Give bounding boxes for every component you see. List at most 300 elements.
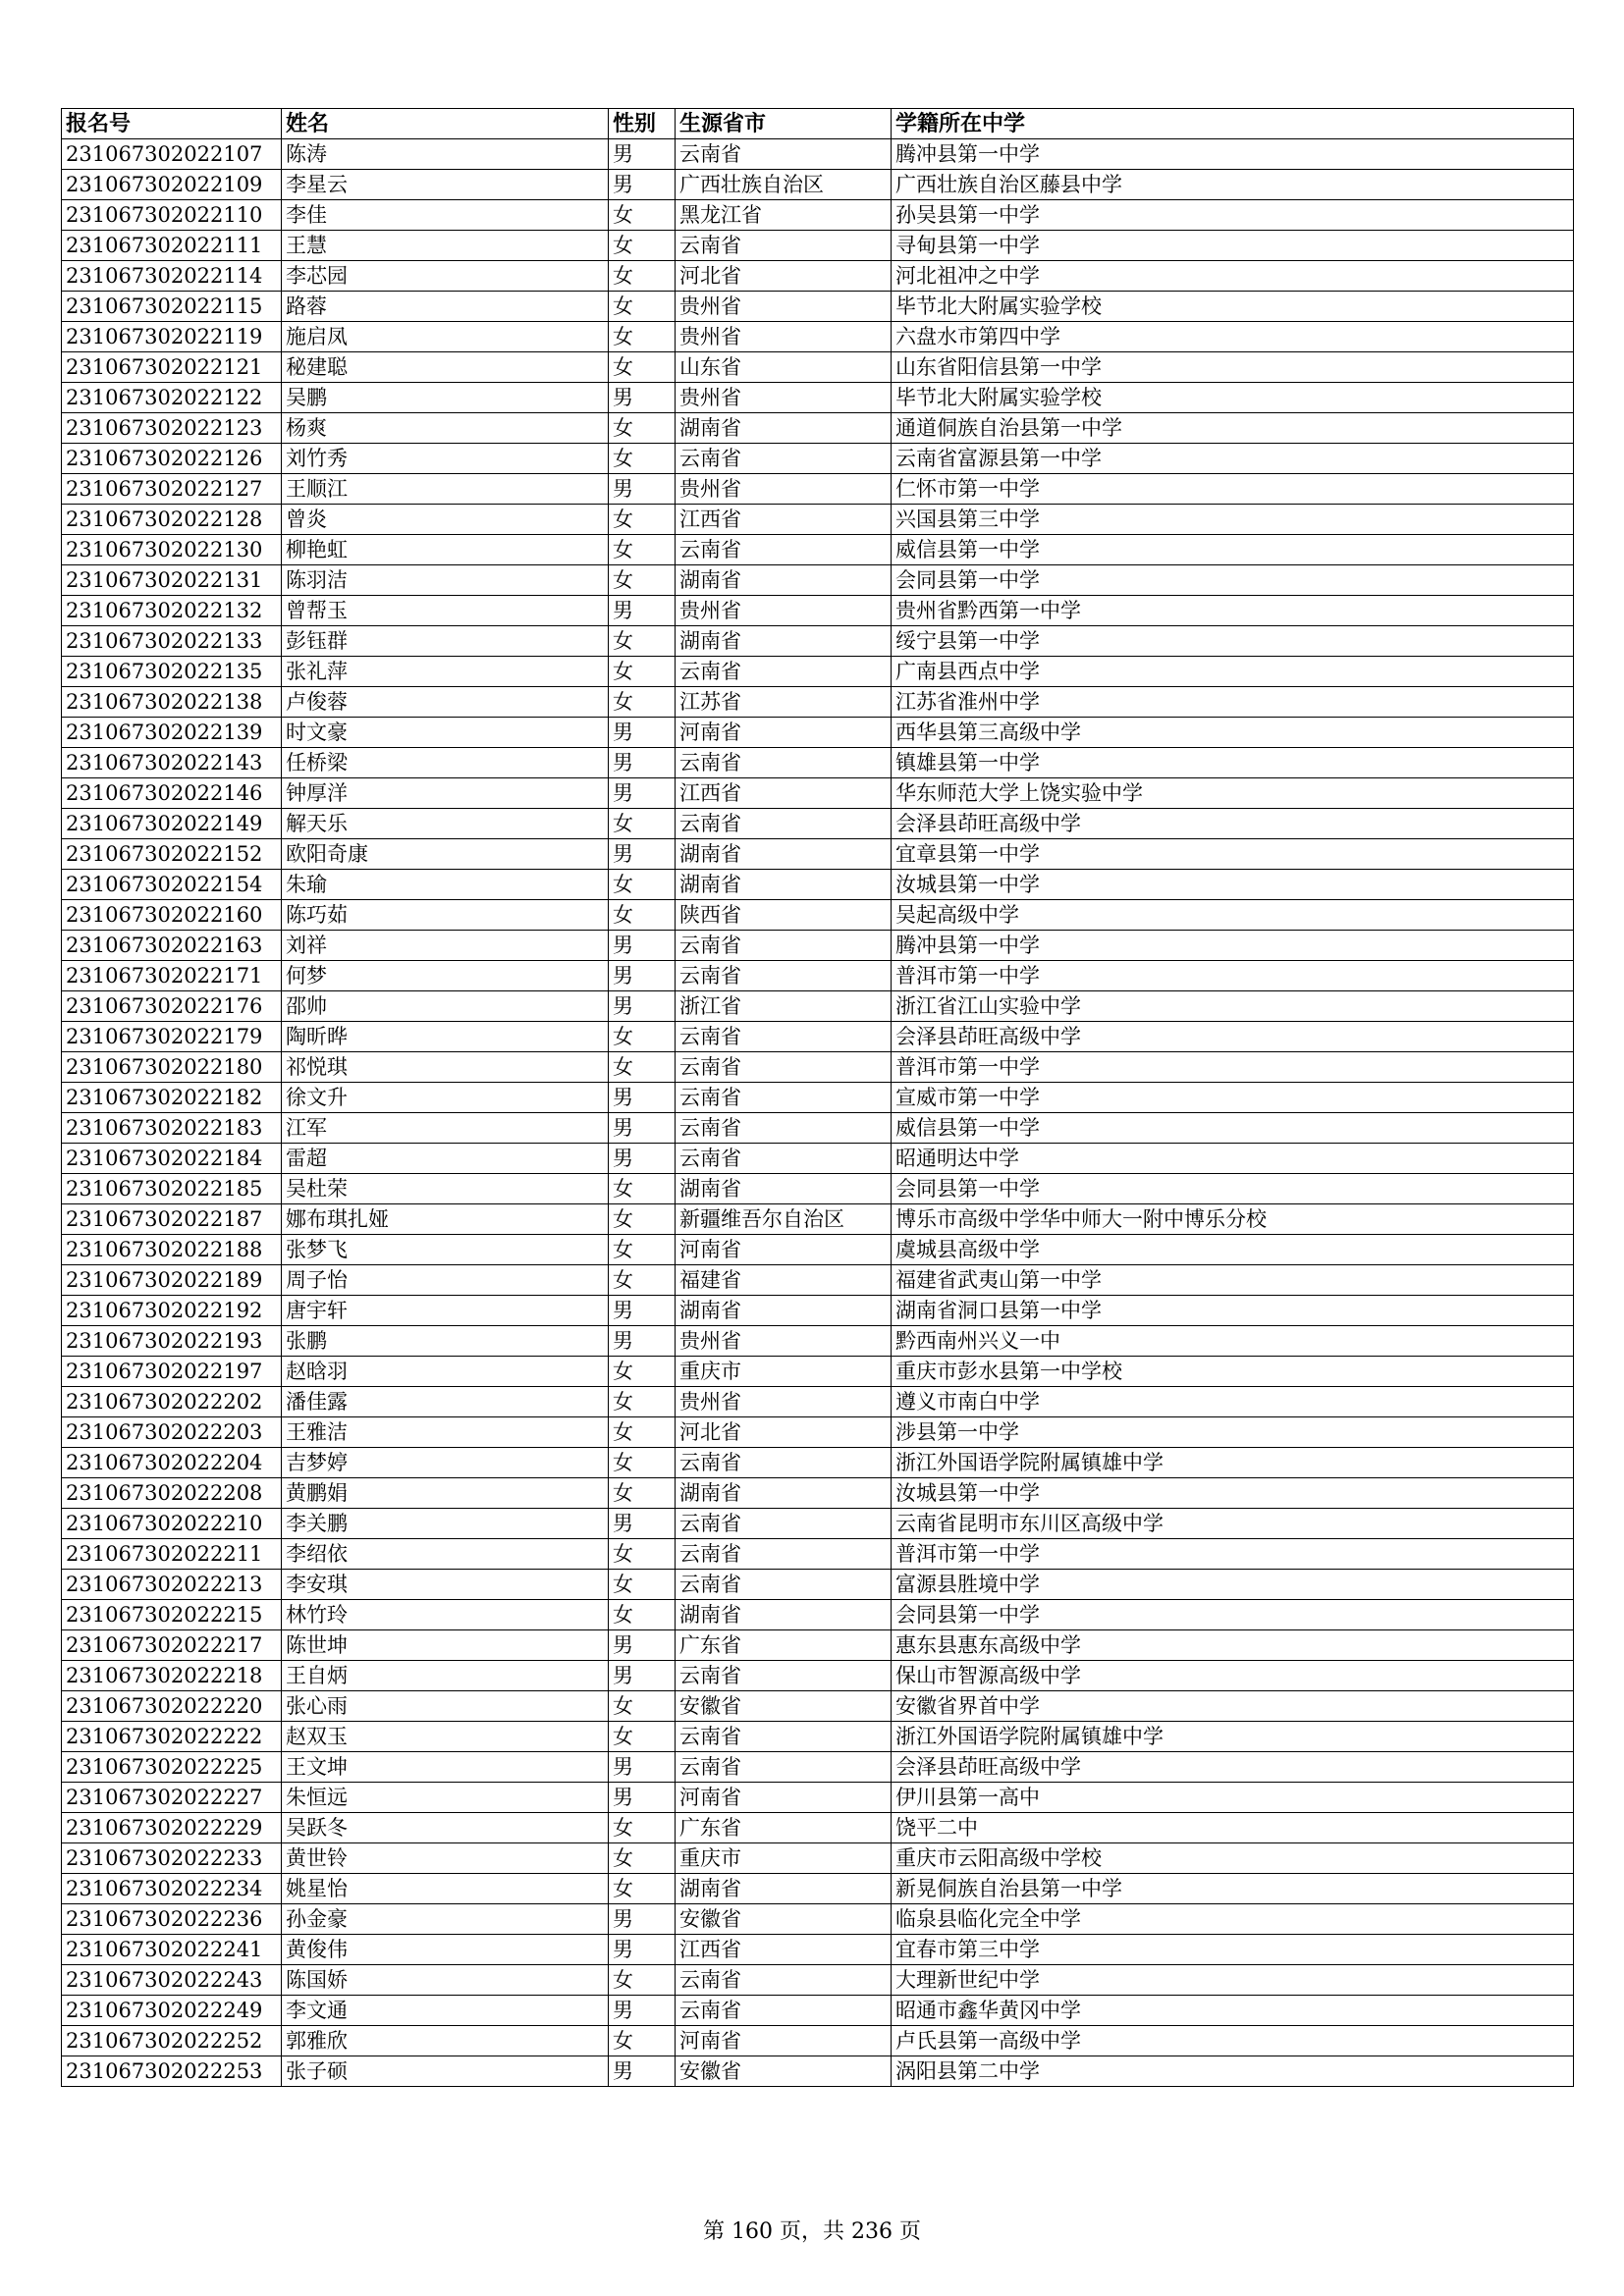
gender-cell: 女 (609, 687, 676, 718)
province-cell: 广东省 (676, 1813, 892, 1843)
registration-number-cell: 231067302022123 (62, 413, 282, 444)
gender-cell: 女 (609, 1235, 676, 1265)
province-cell: 湖南省 (676, 1296, 892, 1326)
name-cell: 钟厚洋 (282, 778, 609, 809)
school-cell: 博乐市高级中学华中师大一附中博乐分校 (892, 1204, 1574, 1235)
name-cell: 孙金豪 (282, 1904, 609, 1935)
table-row (62, 2056, 1574, 2087)
registration-number-cell: 231067302022154 (62, 870, 282, 900)
province-cell: 贵州省 (676, 292, 892, 322)
gender-cell: 男 (609, 931, 676, 961)
school-cell: 广南县西点中学 (892, 657, 1574, 687)
gender-cell: 男 (609, 596, 676, 626)
table-row (62, 1204, 1574, 1235)
registration-number-cell: 231067302022233 (62, 1843, 282, 1874)
registration-number-cell: 231067302022234 (62, 1874, 282, 1904)
school-cell: 会同县第一中学 (892, 1600, 1574, 1630)
province-cell: 湖南省 (676, 413, 892, 444)
registration-number-cell: 231067302022132 (62, 596, 282, 626)
province-cell: 云南省 (676, 1113, 892, 1144)
table-row (62, 292, 1574, 322)
registration-number-cell: 231067302022220 (62, 1691, 282, 1722)
name-cell: 刘竹秀 (282, 444, 609, 474)
name-cell: 杨爽 (282, 413, 609, 444)
gender-cell: 男 (609, 961, 676, 991)
province-cell: 河南省 (676, 1235, 892, 1265)
name-cell: 王顺江 (282, 474, 609, 505)
registration-number-cell: 231067302022208 (62, 1478, 282, 1509)
table-row (62, 748, 1574, 778)
gender-cell: 女 (609, 626, 676, 657)
table-row (62, 1326, 1574, 1357)
table-row (62, 1783, 1574, 1813)
gender-cell: 女 (609, 1204, 676, 1235)
province-cell: 河北省 (676, 261, 892, 292)
name-cell: 李文通 (282, 1996, 609, 2026)
gender-cell: 女 (609, 1478, 676, 1509)
table-row (62, 1509, 1574, 1539)
name-cell: 张梦飞 (282, 1235, 609, 1265)
registration-number-cell: 231067302022183 (62, 1113, 282, 1144)
gender-cell: 男 (609, 139, 676, 170)
gender-cell: 男 (609, 383, 676, 413)
table-row (62, 1417, 1574, 1448)
school-cell: 普洱市第一中学 (892, 961, 1574, 991)
province-cell: 云南省 (676, 1083, 892, 1113)
gender-cell: 男 (609, 1296, 676, 1326)
gender-cell: 女 (609, 322, 676, 352)
name-cell: 李关鹏 (282, 1509, 609, 1539)
table-row (62, 778, 1574, 809)
school-cell: 会泽县茚旺高级中学 (892, 1752, 1574, 1783)
table-row (62, 687, 1574, 718)
province-cell: 云南省 (676, 1539, 892, 1570)
registration-number-cell: 231067302022119 (62, 322, 282, 352)
province-cell: 陕西省 (676, 900, 892, 931)
province-cell: 重庆市 (676, 1357, 892, 1387)
school-cell: 重庆市彭水县第一中学校 (892, 1357, 1574, 1387)
table-row (62, 1570, 1574, 1600)
school-cell: 毕节北大附属实验学校 (892, 292, 1574, 322)
province-cell: 云南省 (676, 1996, 892, 2026)
registration-number-cell: 231067302022122 (62, 383, 282, 413)
school-cell: 大理新世纪中学 (892, 1965, 1574, 1996)
school-cell: 宜章县第一中学 (892, 839, 1574, 870)
name-cell: 邵帅 (282, 991, 609, 1022)
gender-cell: 男 (609, 1935, 676, 1965)
name-cell: 吴跃冬 (282, 1813, 609, 1843)
registration-number-cell: 231067302022202 (62, 1387, 282, 1417)
gender-cell: 女 (609, 565, 676, 596)
province-cell: 安徽省 (676, 1691, 892, 1722)
table-row (62, 1357, 1574, 1387)
gender-cell: 男 (609, 1509, 676, 1539)
province-cell: 云南省 (676, 1722, 892, 1752)
gender-cell: 女 (609, 1387, 676, 1417)
registration-number-cell: 231067302022218 (62, 1661, 282, 1691)
name-cell: 刘祥 (282, 931, 609, 961)
name-cell: 柳艳虹 (282, 535, 609, 565)
school-cell: 重庆市云阳高级中学校 (892, 1843, 1574, 1874)
name-cell: 何梦 (282, 961, 609, 991)
table-row (62, 139, 1574, 170)
table-row (62, 596, 1574, 626)
school-cell: 昭通明达中学 (892, 1144, 1574, 1174)
school-cell: 会泽县茚旺高级中学 (892, 809, 1574, 839)
name-cell: 任桥梁 (282, 748, 609, 778)
school-cell: 毕节北大附属实验学校 (892, 383, 1574, 413)
school-cell: 兴国县第三中学 (892, 505, 1574, 535)
name-cell: 施启凤 (282, 322, 609, 352)
table-row (62, 1022, 1574, 1052)
school-cell: 涉县第一中学 (892, 1417, 1574, 1448)
table-row (62, 383, 1574, 413)
school-cell: 云南省昆明市东川区高级中学 (892, 1509, 1574, 1539)
province-cell: 云南省 (676, 748, 892, 778)
table-row (62, 1144, 1574, 1174)
province-cell: 福建省 (676, 1265, 892, 1296)
school-cell: 惠东县惠东高级中学 (892, 1630, 1574, 1661)
registration-number-cell: 231067302022127 (62, 474, 282, 505)
name-cell: 陈涛 (282, 139, 609, 170)
gender-cell: 女 (609, 292, 676, 322)
province-cell: 贵州省 (676, 596, 892, 626)
school-cell: 威信县第一中学 (892, 1113, 1574, 1144)
gender-cell: 男 (609, 1661, 676, 1691)
name-cell: 徐文升 (282, 1083, 609, 1113)
province-cell: 浙江省 (676, 991, 892, 1022)
table-row (62, 170, 1574, 200)
registration-number-cell: 231067302022253 (62, 2056, 282, 2087)
gender-cell: 女 (609, 535, 676, 565)
gender-cell: 女 (609, 900, 676, 931)
table-row (62, 1448, 1574, 1478)
province-cell: 安徽省 (676, 1904, 892, 1935)
table-row (62, 1965, 1574, 1996)
gender-cell: 男 (609, 1783, 676, 1813)
header-registration-number: 报名号 (62, 109, 282, 139)
registration-number-cell: 231067302022152 (62, 839, 282, 870)
registration-number-cell: 231067302022171 (62, 961, 282, 991)
school-cell: 通道侗族自治县第一中学 (892, 413, 1574, 444)
registration-number-cell: 231067302022197 (62, 1357, 282, 1387)
school-cell: 云南省富源县第一中学 (892, 444, 1574, 474)
table-row (62, 535, 1574, 565)
province-cell: 云南省 (676, 1144, 892, 1174)
name-cell: 陈巧茹 (282, 900, 609, 931)
name-cell: 朱瑜 (282, 870, 609, 900)
gender-cell: 女 (609, 1691, 676, 1722)
table-row (62, 231, 1574, 261)
table-row (62, 505, 1574, 535)
gender-cell: 男 (609, 1996, 676, 2026)
school-cell: 福建省武夷山第一中学 (892, 1265, 1574, 1296)
school-cell: 新晃侗族自治县第一中学 (892, 1874, 1574, 1904)
school-cell: 虞城县高级中学 (892, 1235, 1574, 1265)
province-cell: 江西省 (676, 778, 892, 809)
table-row (62, 870, 1574, 900)
registration-number-cell: 231067302022215 (62, 1600, 282, 1630)
school-cell: 宜春市第三中学 (892, 1935, 1574, 1965)
province-cell: 云南省 (676, 809, 892, 839)
school-cell: 汝城县第一中学 (892, 1478, 1574, 1509)
gender-cell: 女 (609, 1539, 676, 1570)
table-row (62, 2026, 1574, 2056)
name-cell: 王自炳 (282, 1661, 609, 1691)
name-cell: 周子怡 (282, 1265, 609, 1296)
province-cell: 河南省 (676, 718, 892, 748)
gender-cell: 女 (609, 809, 676, 839)
province-cell: 云南省 (676, 535, 892, 565)
province-cell: 湖南省 (676, 1874, 892, 1904)
registration-number-cell: 231067302022126 (62, 444, 282, 474)
gender-cell: 女 (609, 1813, 676, 1843)
registration-number-cell: 231067302022217 (62, 1630, 282, 1661)
registration-number-cell: 231067302022222 (62, 1722, 282, 1752)
school-cell: 山东省阳信县第一中学 (892, 352, 1574, 383)
name-cell: 黄世铃 (282, 1843, 609, 1874)
gender-cell: 男 (609, 991, 676, 1022)
registration-number-cell: 231067302022210 (62, 1509, 282, 1539)
registration-number-cell: 231067302022146 (62, 778, 282, 809)
province-cell: 云南省 (676, 961, 892, 991)
province-cell: 贵州省 (676, 383, 892, 413)
table-row (62, 1296, 1574, 1326)
school-cell: 伊川县第一高中 (892, 1783, 1574, 1813)
school-cell: 汝城县第一中学 (892, 870, 1574, 900)
gender-cell: 女 (609, 1965, 676, 1996)
gender-cell: 女 (609, 1448, 676, 1478)
gender-cell: 男 (609, 1326, 676, 1357)
school-cell: 涡阳县第二中学 (892, 2056, 1574, 2087)
name-cell: 卢俊蓉 (282, 687, 609, 718)
table-row (62, 1478, 1574, 1509)
registration-number-cell: 231067302022236 (62, 1904, 282, 1935)
table-row (62, 657, 1574, 687)
gender-cell: 女 (609, 1417, 676, 1448)
name-cell: 郭雅欣 (282, 2026, 609, 2056)
name-cell: 曾炎 (282, 505, 609, 535)
name-cell: 王慧 (282, 231, 609, 261)
gender-cell: 女 (609, 261, 676, 292)
gender-cell: 女 (609, 1052, 676, 1083)
table-row (62, 1661, 1574, 1691)
province-cell: 云南省 (676, 1570, 892, 1600)
school-cell: 寻甸县第一中学 (892, 231, 1574, 261)
province-cell: 湖南省 (676, 1478, 892, 1509)
header-row (62, 109, 1574, 139)
province-cell: 云南省 (676, 1052, 892, 1083)
registration-number-cell: 231067302022121 (62, 352, 282, 383)
school-cell: 饶平二中 (892, 1813, 1574, 1843)
gender-cell: 女 (609, 1570, 676, 1600)
province-cell: 湖南省 (676, 870, 892, 900)
gender-cell: 女 (609, 1265, 676, 1296)
registration-number-cell: 231067302022225 (62, 1752, 282, 1783)
table-row (62, 1265, 1574, 1296)
school-cell: 贵州省黔西第一中学 (892, 596, 1574, 626)
table-row (62, 1630, 1574, 1661)
registration-number-cell: 231067302022249 (62, 1996, 282, 2026)
province-cell: 云南省 (676, 1752, 892, 1783)
name-cell: 祁悦琪 (282, 1052, 609, 1083)
registration-number-cell: 231067302022114 (62, 261, 282, 292)
registration-number-cell: 231067302022184 (62, 1144, 282, 1174)
name-cell: 吴杜荣 (282, 1174, 609, 1204)
table-row (62, 839, 1574, 870)
school-cell: 普洱市第一中学 (892, 1539, 1574, 1570)
province-cell: 云南省 (676, 931, 892, 961)
province-cell: 云南省 (676, 139, 892, 170)
school-cell: 湖南省洞口县第一中学 (892, 1296, 1574, 1326)
name-cell: 陈羽洁 (282, 565, 609, 596)
registration-number-cell: 231067302022185 (62, 1174, 282, 1204)
gender-cell: 女 (609, 1022, 676, 1052)
school-cell: 腾冲县第一中学 (892, 931, 1574, 961)
school-cell: 广西壮族自治区藤县中学 (892, 170, 1574, 200)
province-cell: 湖南省 (676, 565, 892, 596)
province-cell: 云南省 (676, 1965, 892, 1996)
school-cell: 遵义市南白中学 (892, 1387, 1574, 1417)
name-cell: 唐宇轩 (282, 1296, 609, 1326)
table-row (62, 809, 1574, 839)
name-cell: 时文豪 (282, 718, 609, 748)
name-cell: 路蓉 (282, 292, 609, 322)
table-row (62, 961, 1574, 991)
name-cell: 张鹏 (282, 1326, 609, 1357)
gender-cell: 女 (609, 1600, 676, 1630)
registration-number-cell: 231067302022229 (62, 1813, 282, 1843)
registration-number-cell: 231067302022252 (62, 2026, 282, 2056)
gender-cell: 女 (609, 413, 676, 444)
name-cell: 曾帮玉 (282, 596, 609, 626)
table-row (62, 565, 1574, 596)
name-cell: 潘佳露 (282, 1387, 609, 1417)
name-cell: 李芯园 (282, 261, 609, 292)
name-cell: 王文坤 (282, 1752, 609, 1783)
province-cell: 重庆市 (676, 1843, 892, 1874)
registration-number-cell: 231067302022149 (62, 809, 282, 839)
province-cell: 河南省 (676, 2026, 892, 2056)
registration-number-cell: 231067302022213 (62, 1570, 282, 1600)
gender-cell: 女 (609, 657, 676, 687)
registration-number-cell: 231067302022115 (62, 292, 282, 322)
school-cell: 安徽省界首中学 (892, 1691, 1574, 1722)
province-cell: 湖南省 (676, 839, 892, 870)
province-cell: 湖南省 (676, 1174, 892, 1204)
name-cell: 张心雨 (282, 1691, 609, 1722)
province-cell: 黑龙江省 (676, 200, 892, 231)
table-row (62, 1935, 1574, 1965)
gender-cell: 男 (609, 474, 676, 505)
province-cell: 云南省 (676, 444, 892, 474)
name-cell: 姚星怡 (282, 1874, 609, 1904)
province-cell: 贵州省 (676, 322, 892, 352)
gender-cell: 男 (609, 1630, 676, 1661)
registration-number-cell: 231067302022109 (62, 170, 282, 200)
gender-cell: 女 (609, 505, 676, 535)
table-row (62, 1113, 1574, 1144)
registration-number-cell: 231067302022182 (62, 1083, 282, 1113)
registration-number-cell: 231067302022192 (62, 1296, 282, 1326)
registration-number-cell: 231067302022131 (62, 565, 282, 596)
school-cell: 河北祖冲之中学 (892, 261, 1574, 292)
registration-number-cell: 231067302022139 (62, 718, 282, 748)
name-cell: 李绍依 (282, 1539, 609, 1570)
province-cell: 贵州省 (676, 474, 892, 505)
name-cell: 黄俊伟 (282, 1935, 609, 1965)
province-cell: 河北省 (676, 1417, 892, 1448)
name-cell: 雷超 (282, 1144, 609, 1174)
school-cell: 江苏省淮州中学 (892, 687, 1574, 718)
header-gender: 性别 (609, 109, 676, 139)
student-table (61, 108, 1574, 2087)
school-cell: 吴起高级中学 (892, 900, 1574, 931)
gender-cell: 女 (609, 352, 676, 383)
table-row (62, 352, 1574, 383)
province-cell: 云南省 (676, 657, 892, 687)
province-cell: 云南省 (676, 1448, 892, 1478)
province-cell: 江苏省 (676, 687, 892, 718)
table-row (62, 1174, 1574, 1204)
gender-cell: 男 (609, 1083, 676, 1113)
registration-number-cell: 231067302022111 (62, 231, 282, 261)
registration-number-cell: 231067302022193 (62, 1326, 282, 1357)
gender-cell: 女 (609, 1874, 676, 1904)
gender-cell: 男 (609, 2056, 676, 2087)
name-cell: 李安琪 (282, 1570, 609, 1600)
school-cell: 会同县第一中学 (892, 565, 1574, 596)
gender-cell: 女 (609, 2026, 676, 2056)
gender-cell: 男 (609, 718, 676, 748)
table-row (62, 900, 1574, 931)
gender-cell: 女 (609, 231, 676, 261)
gender-cell: 女 (609, 1722, 676, 1752)
name-cell: 王雅洁 (282, 1417, 609, 1448)
table-row (62, 1539, 1574, 1570)
registration-number-cell: 231067302022180 (62, 1052, 282, 1083)
school-cell: 富源县胜境中学 (892, 1570, 1574, 1600)
gender-cell: 男 (609, 1113, 676, 1144)
school-cell: 昭通市鑫华黄冈中学 (892, 1996, 1574, 2026)
table-row (62, 718, 1574, 748)
name-cell: 吉梦婷 (282, 1448, 609, 1478)
registration-number-cell: 231067302022163 (62, 931, 282, 961)
name-cell: 解天乐 (282, 809, 609, 839)
school-cell: 会同县第一中学 (892, 1174, 1574, 1204)
registration-number-cell: 231067302022187 (62, 1204, 282, 1235)
gender-cell: 女 (609, 1174, 676, 1204)
school-cell: 仁怀市第一中学 (892, 474, 1574, 505)
name-cell: 李星云 (282, 170, 609, 200)
table-row (62, 413, 1574, 444)
gender-cell: 女 (609, 1843, 676, 1874)
name-cell: 赵晗羽 (282, 1357, 609, 1387)
registration-number-cell: 231067302022203 (62, 1417, 282, 1448)
registration-number-cell: 231067302022107 (62, 139, 282, 170)
name-cell: 彭钰群 (282, 626, 609, 657)
province-cell: 山东省 (676, 352, 892, 383)
name-cell: 吴鹏 (282, 383, 609, 413)
gender-cell: 男 (609, 839, 676, 870)
table-row (62, 1083, 1574, 1113)
table-row (62, 1843, 1574, 1874)
header-name: 姓名 (282, 109, 609, 139)
gender-cell: 男 (609, 748, 676, 778)
gender-cell: 女 (609, 1357, 676, 1387)
table-row (62, 200, 1574, 231)
registration-number-cell: 231067302022128 (62, 505, 282, 535)
